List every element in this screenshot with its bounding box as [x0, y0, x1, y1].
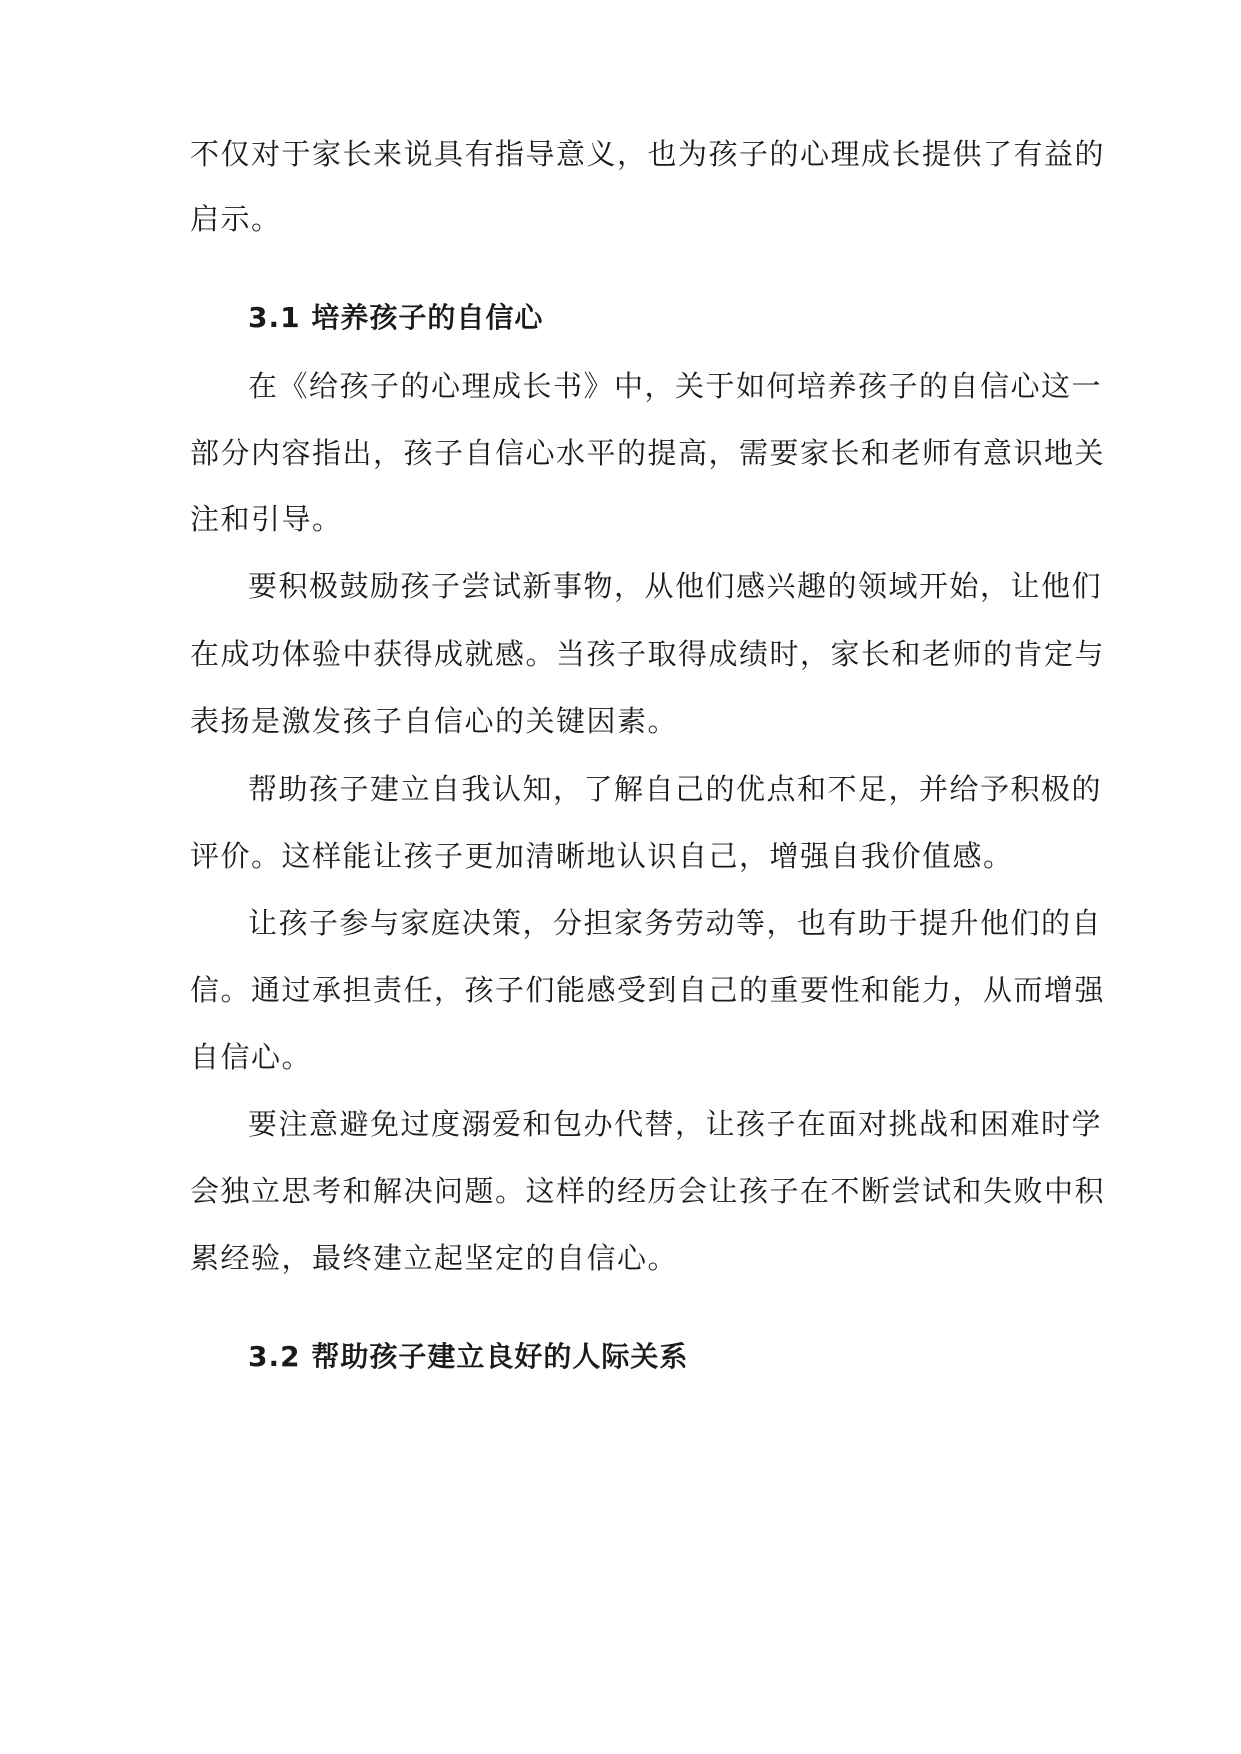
paragraph-line: 表扬是激发孩子自信心的关键因素。: [190, 704, 679, 738]
paragraph-line: 在成功体验中获得成就感。当孩子取得成绩时，家长和老师的肯定与: [190, 637, 1106, 671]
paragraph-line: 评价。这样能让孩子更加清晰地认识自己，增强自我价值感。: [190, 839, 1014, 873]
paragraph-line: 要积极鼓励孩子尝试新事物，从他们感兴趣的领域开始，让他们: [248, 569, 1103, 603]
paragraph-line: 注和引导。: [190, 502, 343, 536]
intro-line-2: 启示。: [190, 202, 282, 236]
paragraph-line: 帮助孩子建立自我认知，了解自己的优点和不足，并给予积极的: [248, 772, 1103, 806]
paragraph-line: 要注意避免过度溺爱和包办代替，让孩子在面对挑战和困难时学: [248, 1107, 1103, 1141]
paragraph-line: 会独立思考和解决问题。这样的经历会让孩子在不断尝试和失败中积: [190, 1174, 1106, 1208]
intro-line-1: 不仅对于家长来说具有指导意义，也为孩子的心理成长提供了有益的: [190, 137, 1106, 171]
paragraph-line: 在《给孩子的心理成长书》中，关于如何培养孩子的自信心这一: [248, 369, 1103, 403]
paragraph-line: 让孩子参与家庭决策，分担家务劳动等，也有助于提升他们的自: [248, 906, 1103, 940]
paragraph-line: 累经验，最终建立起坚定的自信心。: [190, 1241, 679, 1275]
section-3-2-heading: 3.2 帮助孩子建立良好的人际关系: [248, 1340, 689, 1373]
paragraph-line: 信。通过承担责任，孩子们能感受到自己的重要性和能力，从而增强: [190, 973, 1106, 1007]
paragraph-line: 自信心。: [190, 1040, 313, 1074]
paragraph-line: 部分内容指出，孩子自信心水平的提高，需要家长和老师有意识地关: [190, 436, 1106, 470]
section-3-1-heading: 3.1 培养孩子的自信心: [248, 301, 544, 334]
